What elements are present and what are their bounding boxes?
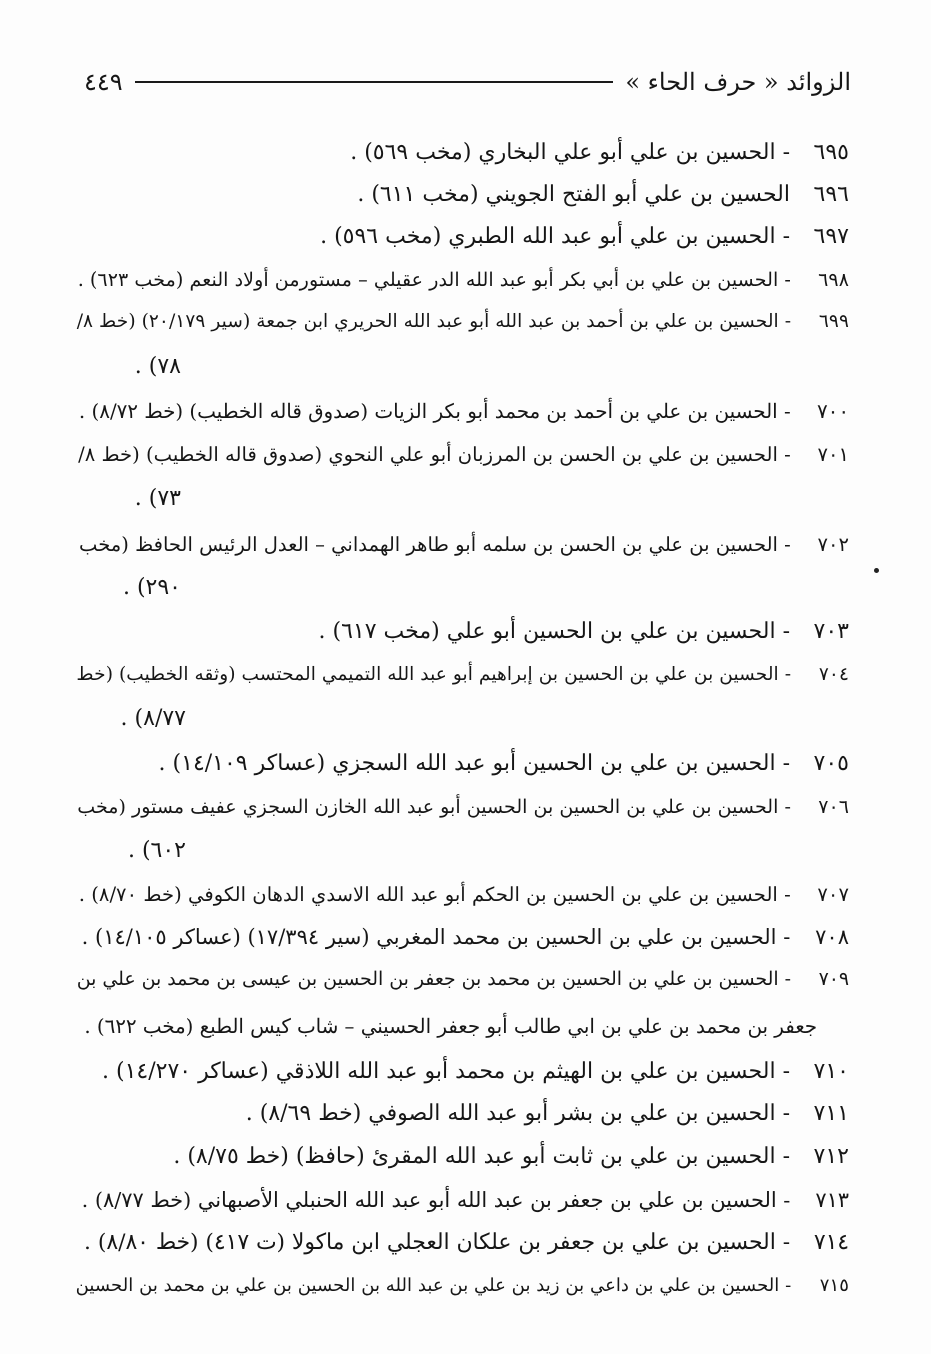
entry-number: ٦٩٦ <box>813 182 849 207</box>
entry-number: ٦٩٥ <box>813 140 849 165</box>
list-item <box>77 307 849 337</box>
entry-separator: - <box>783 924 791 949</box>
entry-separator: - <box>784 968 791 990</box>
entry-number: ٦٩٩ <box>818 311 849 332</box>
entry-text: الحسين بن علي بن الحسين بن الحسين أبو عبد الله الخازن السجزي عفيف مستور (مخب <box>77 796 779 818</box>
entry-number: ٧١٠ <box>813 1059 849 1084</box>
entry-separator: - <box>782 1059 790 1084</box>
entry-continuation: ٦٠٢) . <box>127 838 186 863</box>
entry-separator: - <box>782 1144 790 1169</box>
entry-text: الحسين بن علي بن الحسين بن إبراهيم أبو عبد الله التميمي المحتسب (وثقه الخطيب) (خط <box>76 664 779 685</box>
entry-separator: - <box>785 1275 792 1296</box>
entry-separator: - <box>782 1101 790 1126</box>
list-item <box>357 180 849 210</box>
list-item <box>79 880 849 910</box>
entry-separator: - <box>783 1188 791 1212</box>
entry-number: ٧١٣ <box>815 1188 849 1212</box>
entry-text: الحسين بن علي بن ثابت أبو عبد الله المقرئ (حافظ) (خط ٨/٧٥) . <box>173 1144 776 1169</box>
entry-number: ٧١١ <box>813 1101 849 1126</box>
entry-text: الحسين بن علي بن الهيثم بن محمد أبو عبد الله اللاذقي (عساكر ١٤/٢٧٠) . <box>102 1059 776 1084</box>
list-item <box>246 1099 849 1129</box>
entry-text: الحسين بن علي بن الحسين بن محمد بن جعفر بن الحسين بن عيسى بن محمد بن علي بن <box>76 968 779 990</box>
entry-separator: - <box>782 1230 791 1255</box>
entry-text: الحسين بن علي بن الحسين أبو عبد الله السجزي (عساكر ١٤/١٠٩) . <box>158 751 776 776</box>
list-item <box>76 1271 849 1301</box>
list-item <box>82 922 849 952</box>
entry-number: ٧٠٢ <box>817 533 849 556</box>
entry-number: ٧٠٨ <box>815 924 849 949</box>
entry-separator: - <box>784 311 792 332</box>
entry-number: ٧١٢ <box>813 1144 849 1169</box>
entry-text: الحسين بن علي بن الحسن بن سلمه أبو طاهر الهمداني – العدل الرئيس الحافظ (مخب <box>79 533 778 556</box>
list-item <box>77 792 849 822</box>
list-item <box>102 1057 849 1087</box>
list-item <box>350 138 849 168</box>
entry-separator: - <box>784 883 791 906</box>
entry-text: الحسين بن علي بن أحمد بن محمد أبو بكر الزيات (صدوق قاله الخطيب) (خط ٨/٧٢) . <box>78 400 778 423</box>
entry-number: ٧٠٠ <box>817 400 849 423</box>
entry-number: ٧٠٥ <box>813 751 849 776</box>
entry-text: الحسين بن علي بن الحسين أبو علي (مخب ٦١٧) . <box>318 619 776 644</box>
list-item <box>320 222 849 252</box>
entry-separator: - <box>784 664 792 685</box>
list-item <box>82 1185 849 1215</box>
entry-number: ٧٠٤ <box>818 664 849 685</box>
entry-number: ٧١٥ <box>819 1275 849 1296</box>
entry-text: الحسين بن علي بن أحمد بن عبد الله أبو عبد الله الحريري ابن جمعة (سير ٢٠/١٧٩) (خط ٨/ <box>76 311 779 332</box>
entry-separator: - <box>784 533 791 556</box>
entry-text: الحسين بن علي بن الحسين بن الحكم أبو عبد الله الاسدي الدهان الكوفي (خط ٨/٧٠) . <box>78 883 778 906</box>
entry-separator: - <box>784 796 791 818</box>
entry-text: الحسين بن علي بن أبي بكر أبو عبد الله الدر عقيلي – مستورمن أولاد النعم (مخب ٦٢٣) . <box>77 268 779 291</box>
entry-continuation: ٨/٧٧) . <box>120 706 186 731</box>
entry-number: ٦٩٧ <box>813 224 849 249</box>
entry-continuation: ٧٨) . <box>134 354 181 379</box>
entry-continuation: ٢٩٠) . <box>122 575 181 600</box>
page-number: ٤٤٩ <box>84 68 123 96</box>
running-title: الزوائد « حرف الحاء » <box>625 68 851 96</box>
entry-text: الحسين بن علي بن الحسن بن المرزبان أبو علي النحوي (صدوق قاله الخطيب) (خط ٨/ <box>78 443 778 466</box>
entry-text: الحسين بن علي أبو علي البخاري (مخب ٥٦٩) . <box>350 140 776 165</box>
entry-number: ٧١٤ <box>813 1230 849 1255</box>
entry-separator: - <box>782 619 790 644</box>
list-item <box>77 964 849 994</box>
entry-number: ٧٠٧ <box>817 883 849 906</box>
entry-text: الحسين بن علي بن الحسين بن محمد المغربي (سير ١٧/٣٩٤) (عساكر ١٤/١٠٥) . <box>81 924 777 949</box>
margin-mark <box>874 568 879 573</box>
entry-text: الحسين بن علي أبو الفتح الجويني (مخب ٦١١) . <box>357 182 790 207</box>
list-item <box>79 530 849 560</box>
entry-text: الحسين بن علي بن داعي بن زيد بن علي بن عبد الله بن الحسين بن علي بن محمد بن الحسين <box>75 1275 780 1296</box>
list-item <box>78 440 849 470</box>
list-item <box>76 660 849 690</box>
entry-text: الحسين بن علي بن بشر أبو عبد الله الصوفي (خط ٨/٦٩) . <box>245 1101 776 1126</box>
entry-number: ٧٠٦ <box>818 796 849 818</box>
list-item <box>319 617 849 647</box>
entry-continuation: جعفر بن محمد بن علي بن ابي طالب أبو جعفر الحسيني – شاب كيس الطبع (مخب ٦٢٢) . <box>84 1015 817 1038</box>
list-item <box>173 1142 849 1172</box>
entry-number: ٧٠٣ <box>813 619 849 644</box>
entry-number: ٦٩٨ <box>818 268 849 291</box>
entry-number: ٧٠١ <box>817 443 849 466</box>
entry-separator: - <box>782 224 790 249</box>
entry-continuation: ٧٣) . <box>134 486 181 511</box>
entry-separator: - <box>782 751 790 776</box>
entry-separator: - <box>784 443 791 466</box>
list-item <box>84 1228 849 1258</box>
entry-text: الحسين بن علي أبو عبد الله الطبري (مخب ٥٩٦) . <box>320 224 776 249</box>
entry-text: الحسين بن علي بن جعفر بن علكان العجلي ابن ماكولا (ت ٤١٧) (خط ٨/٨٠) . <box>84 1230 776 1255</box>
entry-text: الحسين بن علي بن جعفر بن عبد الله أبو عبد الله الحنبلي الأصبهاني (خط ٨/٧٧) . <box>81 1188 777 1212</box>
entry-separator: - <box>783 400 791 423</box>
list-item <box>78 265 849 295</box>
entry-separator: - <box>784 268 791 291</box>
list-item <box>159 749 849 779</box>
entry-separator: - <box>782 140 790 165</box>
list-item <box>79 397 849 427</box>
entry-number: ٧٠٩ <box>818 968 849 990</box>
